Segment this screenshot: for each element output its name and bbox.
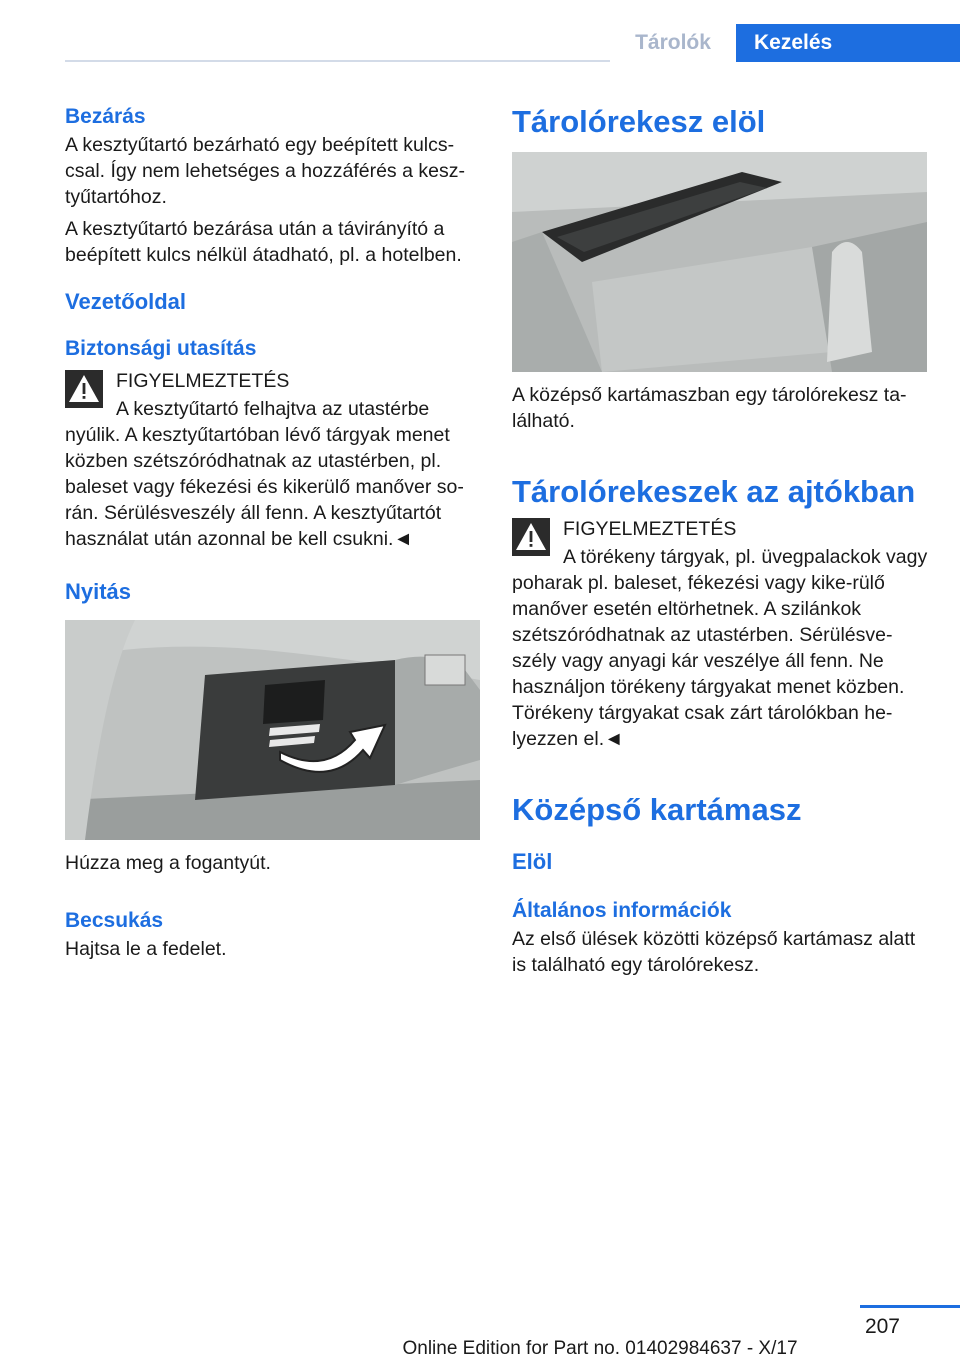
locking-heading: Bezárás (65, 105, 146, 128)
warning-text-lead (512, 544, 932, 752)
tab-storage[interactable]: Tárolók (610, 24, 736, 62)
glovebox-photo (65, 620, 480, 840)
closing-text: Hajtsa le a fedelet. (65, 938, 227, 960)
front-storage-caption: A középső kartámaszban egy tárolórekesz ta-lálható. (512, 384, 907, 432)
opening-heading: Nyitás (65, 579, 132, 604)
warning-text-lead (65, 396, 485, 552)
edition-footer: Online Edition for Part no. 01402984637 - X/17 (402, 1338, 798, 1359)
warning-text: A törékeny tárgyak, pl. üvegpalackok vagy poharak pl. baleset, fékezési vagy kike-rülő manőver esetén eltörhetnek. A szilánkok szétszóródhatnak az utastérben. Sérülésve-szély vagy anyagi kár veszélye áll fenn. Ne használjon törékeny tárgyakat menet közben. Törékeny tárgyakat csak zárt tárolókban he-lyezzen el.◄ (512, 546, 928, 750)
locking-paragraph-1: A kesztyűtartó bezárható egy beépített kulcs-csal. Így nem lehetséges a hozzáférés a kesz-tyűtartóhoz. (65, 134, 465, 208)
general-info-text: Az első ülések közötti középső kartámasz alatt is található egy tárolórekesz. (512, 928, 916, 976)
warning-block-door (512, 516, 932, 752)
driver-side-heading: Vezetőoldal (65, 289, 187, 314)
page-number: 207 (864, 1315, 900, 1338)
safety-heading: Biztonsági utasítás (65, 337, 257, 360)
warning-title: FIGYELMEZTETÉS (563, 518, 737, 540)
warning-text: A kesztyűtartó felhajtva az utastérbe nyúlik. A kesztyűtartóban lévő tárgyak menet közben szétszóródhatnak az utastérben, pl. baleset vagy fékezési és kikerülő manőver so-rán. Sérülésveszély áll fenn. A kesztyűtartót használat után azonnal be kell csukni.◄ (65, 398, 464, 550)
opening-caption: Húzza meg a fogantyút. (65, 852, 271, 874)
tab-operation[interactable]: Kezelés (736, 24, 960, 62)
front-storage-photo (512, 152, 927, 372)
top-navigation (0, 24, 960, 62)
warning-triangle-icon (512, 518, 550, 556)
locking-paragraph-2: A kesztyűtartó bezárása után a távirányító a beépített kulcs nélkül átadható, pl. a hotelben. (65, 218, 462, 266)
right-column (512, 104, 932, 978)
front-storage-heading: Tárolórekesz elöl (512, 104, 766, 139)
left-column (65, 104, 485, 962)
closing-heading: Becsukás (65, 909, 164, 932)
general-info-heading: Általános információk (512, 899, 732, 922)
front-heading: Elöl (512, 849, 553, 874)
warning-title: FIGYELMEZTETÉS (116, 370, 290, 392)
door-storage-heading: Tárolórekeszek az ajtókban (512, 474, 916, 509)
warning-block-glovebox (65, 368, 485, 552)
armrest-heading: Középső kartámasz (512, 792, 802, 827)
page-number-rule (860, 1305, 960, 1308)
warning-triangle-icon (65, 370, 103, 408)
